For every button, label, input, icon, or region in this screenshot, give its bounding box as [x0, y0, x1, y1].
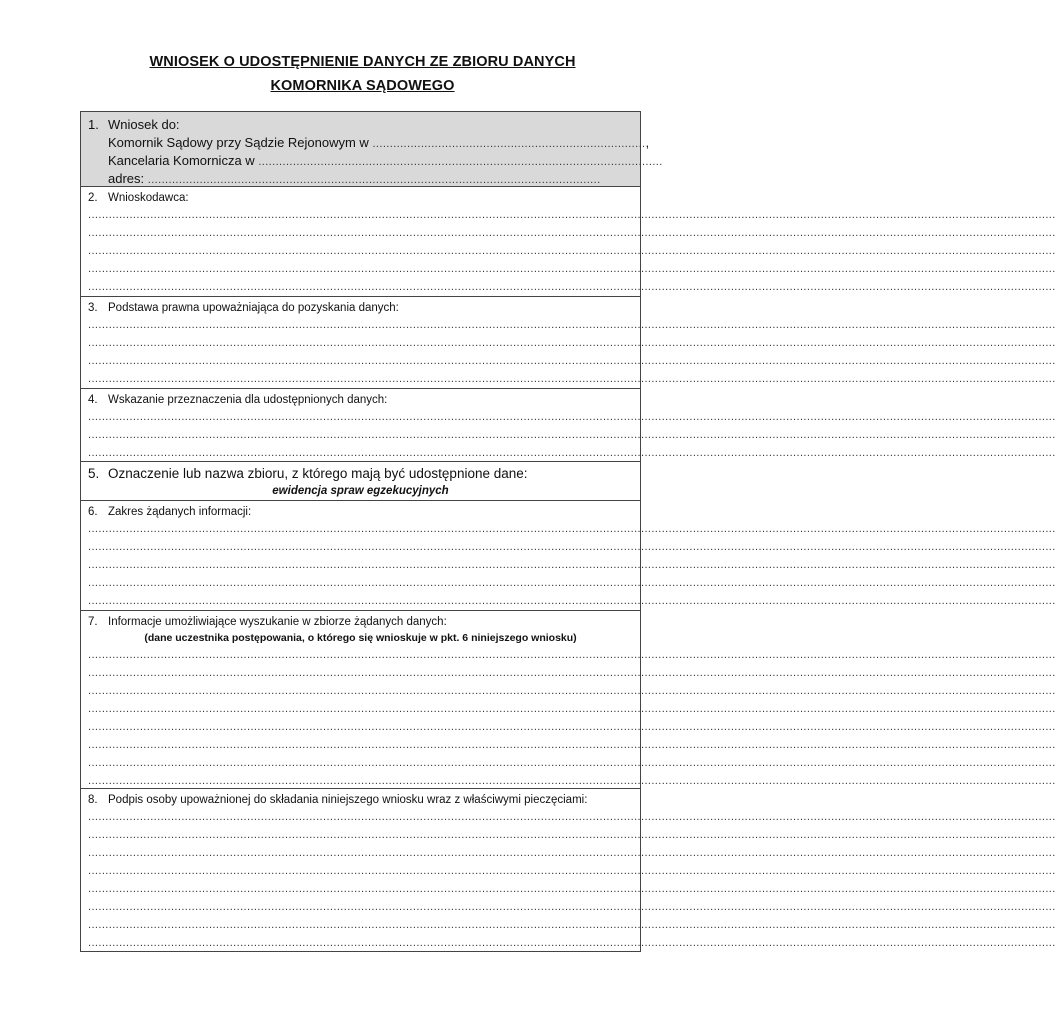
- section-dataset: [81, 462, 640, 501]
- section-number: 5.: [88, 466, 100, 481]
- section-note: (dane uczestnika postępowania, o którego się wnioskuje w pkt. 6 niniejszego wniosku): [144, 632, 577, 644]
- fill-line[interactable]: [88, 408, 633, 426]
- section-label: Podstawa prawna upoważniająca do pozyskania danych:: [108, 302, 399, 314]
- fill-line[interactable]: [88, 934, 633, 952]
- fill-line[interactable]: [88, 844, 633, 862]
- fill-line[interactable]: [88, 556, 633, 574]
- section-recipient: [81, 112, 663, 187]
- fill-line[interactable]: [88, 646, 633, 664]
- fill-line[interactable]: [88, 700, 633, 718]
- address-label: adres:: [108, 171, 145, 186]
- address-dots[interactable]: ...................................................................................................................................: [147, 174, 601, 186]
- section-number: 3.: [88, 302, 98, 314]
- section-number: 2.: [88, 192, 98, 204]
- fill-line[interactable]: [88, 260, 633, 278]
- section-number: 8.: [88, 794, 98, 806]
- fill-line[interactable]: [88, 862, 633, 880]
- fill-line[interactable]: [88, 574, 633, 592]
- section-number: 7.: [88, 616, 98, 628]
- fill-line[interactable]: [88, 444, 633, 462]
- section-label: Podpis osoby upoważnionej do składania niniejszego wniosku wraz z właściwymi pieczęciami:: [108, 794, 588, 806]
- fill-line[interactable]: [88, 334, 633, 352]
- fill-line[interactable]: [88, 682, 633, 700]
- fill-line[interactable]: [88, 826, 633, 844]
- fill-line[interactable]: [88, 808, 633, 826]
- office-dots[interactable]: .....................................................................................................................: [258, 156, 663, 168]
- section-legal-basis: [81, 297, 640, 389]
- fill-line[interactable]: [88, 538, 633, 556]
- section-applicant: [81, 187, 640, 297]
- address-field[interactable]: [88, 170, 633, 188]
- section-purpose: [81, 389, 640, 462]
- section-number: 4.: [88, 394, 98, 406]
- office-field[interactable]: [88, 152, 663, 170]
- section-heading: Wniosek do:: [108, 117, 180, 132]
- fill-line[interactable]: [88, 242, 633, 260]
- fill-line[interactable]: [88, 718, 633, 736]
- section-label: Wskazanie przeznaczenia dla udostępnionych danych:: [108, 394, 388, 406]
- document-title-line-2: KOMORNIKA SĄDOWEGO: [270, 78, 455, 94]
- office-label: Kancelaria Komornicza w: [108, 153, 255, 168]
- fill-line[interactable]: [88, 664, 633, 682]
- fill-line[interactable]: [88, 224, 633, 242]
- section-label: Wnioskodawca:: [108, 192, 189, 204]
- section-number: 6.: [88, 506, 98, 518]
- fill-line[interactable]: [88, 370, 633, 388]
- section-search-info: [81, 611, 640, 789]
- fill-line[interactable]: [88, 278, 633, 296]
- fill-line[interactable]: [88, 754, 633, 772]
- fill-line[interactable]: [88, 352, 633, 370]
- fill-line[interactable]: [88, 206, 633, 224]
- fill-line[interactable]: [88, 880, 633, 898]
- section-label: Zakres żądanych informacji:: [108, 506, 252, 518]
- fill-line[interactable]: [88, 520, 633, 538]
- section-label: Informacje umożliwiające wyszukanie w zbiorze żądanych danych:: [108, 616, 447, 628]
- fill-line[interactable]: [88, 592, 633, 610]
- bailiff-court-label: Komornik Sądowy przy Sądzie Rejonowym w: [108, 135, 369, 150]
- fill-line[interactable]: [88, 426, 633, 444]
- section-label: Oznaczenie lub nazwa zbioru, z którego mają być udostępnione dane:: [108, 466, 528, 481]
- row-comma: ,: [645, 135, 650, 150]
- fill-line[interactable]: [88, 916, 633, 934]
- section-scope: [81, 501, 640, 611]
- bailiff-court-dots[interactable]: ...............................................................................: [372, 138, 646, 150]
- fill-line[interactable]: [88, 772, 633, 790]
- application-form: [80, 111, 663, 952]
- bailiff-court-field[interactable]: [88, 134, 650, 152]
- fill-line[interactable]: [88, 316, 633, 334]
- section-number: 1.: [88, 117, 99, 132]
- fill-line[interactable]: [88, 736, 633, 754]
- section-signature: [81, 789, 640, 951]
- dataset-name: ewidencja spraw egzekucyjnych: [272, 485, 449, 497]
- fill-line[interactable]: [88, 898, 633, 916]
- document-title-line-1: WNIOSEK O UDOSTĘPNIENIE DANYCH ZE ZBIORU DANYCH: [149, 54, 576, 70]
